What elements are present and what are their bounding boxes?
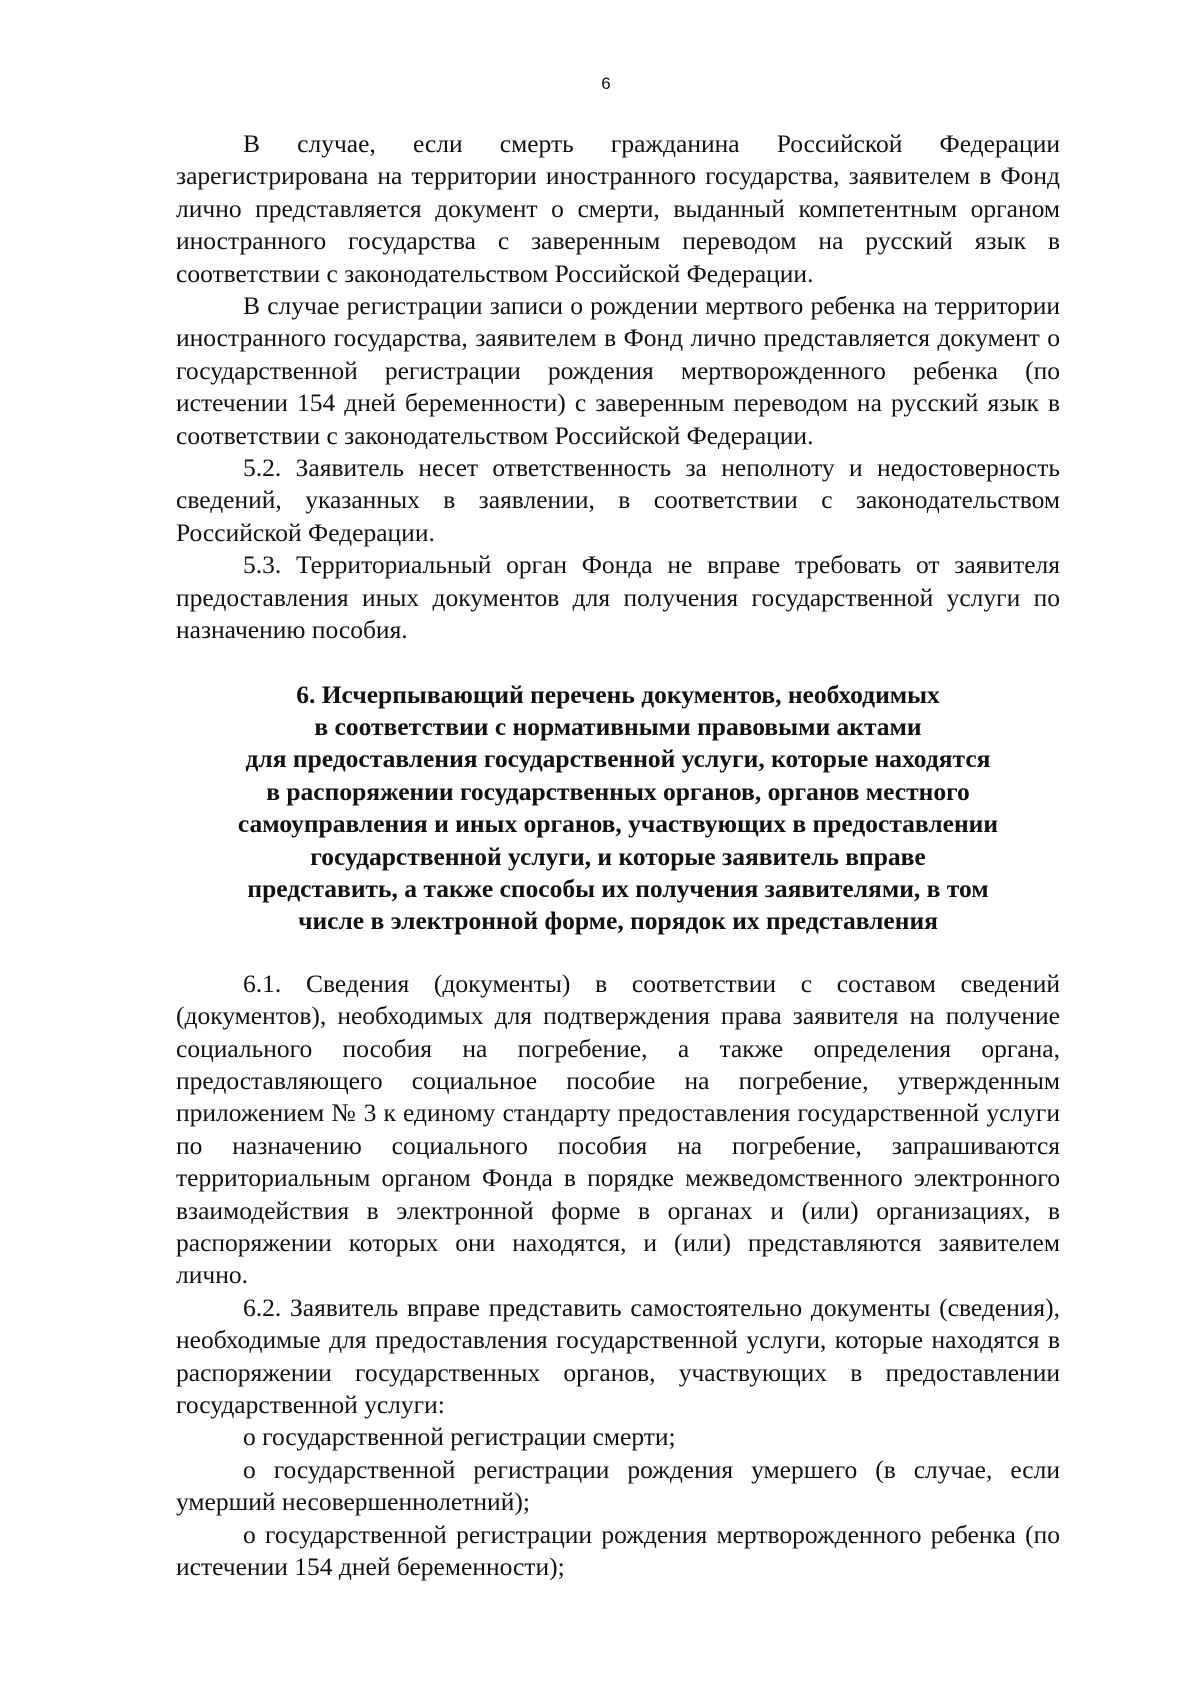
list-item-death-registration: о государственной регистрации смерти; [243,1422,676,1452]
heading-line: числе в электронной форме, порядок их представления [298,906,938,936]
paragraph-5-2: 5.2. Заявитель несет ответственность за неполноту и недостоверность сведений, указанных в заявлении, в соответствии с законодательством Российской Федерации. [176,453,1060,547]
heading-line: самоуправления и иных органов, участвующих в предоставлении [237,809,999,839]
page-number: 6 [601,74,611,93]
paragraph-death-abroad: В случае, если смерть гражданина Российской Федерации зарегистрирована на территории иностранного государства, заявителем в Фонд лично представляется документ о смерти, выданный компетентным органом иностранного государства с заверенным переводом на русский язык в соответствии с законодательством Российской Федерации. [176,129,1060,288]
paragraph-6-1: 6.1. Сведения (документы) в соответствии с составом сведений (документов), необходимых для подтверждения права заявителя на получение социального пособия на погребение, а также определения органа, предоставляющего социальное пособие на погребение, утвержденным приложением № 3 к единому стандарту предоставления государственной услуги по назначению социального пособия на погребение, запрашиваются территориальным органом Фонда в порядке межведомственного электронного взаимодействия в электронной форме в органах и (или) организациях, в распоряжении которых они находятся, и (или) представляются заявителем лично. [176,968,1060,1290]
heading-line: в распоряжении государственных органов, органов местного [266,776,970,806]
heading-line: представить, а также способы их получения заявителями, в том [247,873,989,903]
heading-line: в соответствии с нормативными правовыми актами [314,711,922,741]
heading-line: для предоставления государственной услуги, которые находятся [245,744,991,774]
paragraph-stillbirth-abroad: В случае регистрации записи о рождении мертвого ребенка на территории иностранного государства, заявителем в Фонд лично представляется документ о государственной регистрации рождения мертворожденного ребенка (по истечении 154 дней беременности) с заверенным переводом на русский язык в соответствии с законодательством Российской Федерации. [176,291,1060,450]
paragraph-6-2: 6.2. Заявитель вправе представить самостоятельно документы (сведения), необходимые для предоставления государственной услуги, которые находятся в распоряжении государственных органов, участвующих в предоставлении государственной услуги: [176,1292,1060,1420]
heading-line: государственной услуги, и которые заявитель вправе [310,841,926,871]
section-6-heading [176,679,1060,938]
document-body [176,128,1060,1583]
paragraph-5-3: 5.3. Территориальный орган Фонда не вправе требовать от заявителя предоставления иных документов для получения государственной услуги по назначению пособия. [176,550,1060,645]
heading-line: 6. Исчерпывающий перечень документов, необходимых [296,679,940,709]
list-item-birth-registration-deceased: о государственной регистрации рождения умершего (в случае, если умерший несовершеннолетний); [176,1454,1060,1517]
list-item-stillbirth-registration: о государственной регистрации рождения мертворожденного ребенка (по истечении 154 дней беременности); [176,1519,1060,1582]
